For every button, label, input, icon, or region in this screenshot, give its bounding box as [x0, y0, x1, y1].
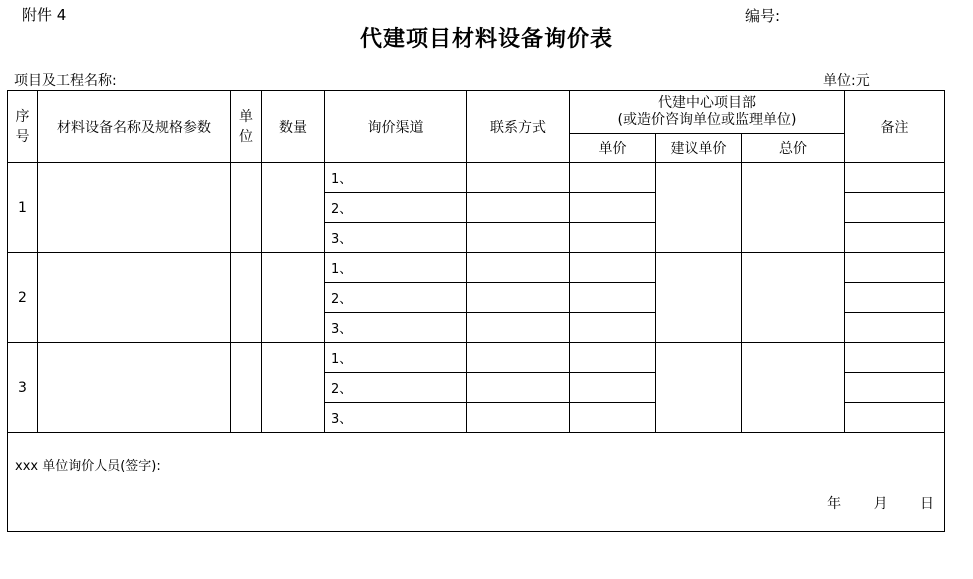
contact-cell[interactable]	[467, 163, 570, 193]
date-line	[799, 493, 934, 513]
signature-label: xxx 单位询价人员(签字):	[15, 459, 161, 474]
unit-price-cell[interactable]	[570, 253, 656, 283]
total-cell[interactable]	[742, 163, 845, 253]
remark-cell[interactable]	[845, 253, 945, 283]
unit-price-cell[interactable]	[570, 373, 656, 403]
header-suggested-price: 建议单价	[656, 134, 742, 163]
remark-cell[interactable]	[845, 163, 945, 193]
remark-cell[interactable]	[845, 343, 945, 373]
row-seq: 3	[8, 343, 38, 433]
header-remark: 备注	[845, 91, 945, 163]
header-channel: 询价渠道	[325, 91, 467, 163]
qty-cell[interactable]	[262, 253, 325, 343]
serial-number-label: 编号:	[745, 7, 781, 25]
signature-section[interactable]	[8, 433, 945, 532]
name-cell[interactable]	[38, 163, 231, 253]
header-qty: 数量	[262, 91, 325, 163]
unit-price-cell[interactable]	[570, 403, 656, 433]
contact-cell[interactable]	[467, 223, 570, 253]
channel-cell[interactable]: 2、	[325, 373, 467, 403]
header-unit: 单位	[231, 91, 262, 163]
contact-cell[interactable]	[467, 403, 570, 433]
row-seq: 1	[8, 163, 38, 253]
unit-price-cell[interactable]	[570, 343, 656, 373]
remark-cell[interactable]	[845, 313, 945, 343]
remark-cell[interactable]	[845, 193, 945, 223]
unit-cell[interactable]	[231, 253, 262, 343]
channel-cell[interactable]: 1、	[325, 253, 467, 283]
header-group	[570, 91, 845, 134]
attachment-label: 附件 4	[22, 6, 67, 24]
project-name-label: 项目及工程名称:	[14, 73, 117, 89]
name-cell[interactable]	[38, 343, 231, 433]
qty-cell[interactable]	[262, 163, 325, 253]
header-group-title: 代建中心项目部	[658, 95, 757, 111]
unit-price-cell[interactable]	[570, 163, 656, 193]
day-label: 日	[920, 496, 935, 512]
remark-cell[interactable]	[845, 403, 945, 433]
contact-cell[interactable]	[467, 373, 570, 403]
unit-cell[interactable]	[231, 343, 262, 433]
currency-unit-label: 单位:元	[823, 73, 870, 89]
remark-cell[interactable]	[845, 283, 945, 313]
channel-cell[interactable]: 2、	[325, 193, 467, 223]
header-name: 材料设备名称及规格参数	[38, 91, 231, 163]
remark-cell[interactable]	[845, 373, 945, 403]
total-cell[interactable]	[742, 253, 845, 343]
unit-price-cell[interactable]	[570, 313, 656, 343]
contact-cell[interactable]	[467, 343, 570, 373]
unit-cell[interactable]	[231, 163, 262, 253]
month-label: 月	[873, 496, 888, 512]
contact-cell[interactable]	[467, 283, 570, 313]
inquiry-table	[7, 90, 945, 532]
channel-cell[interactable]: 1、	[325, 163, 467, 193]
unit-price-cell[interactable]	[570, 193, 656, 223]
header-unit-price: 单价	[570, 134, 656, 163]
page-title: 代建项目材料设备询价表	[359, 26, 613, 52]
channel-cell[interactable]: 2、	[325, 283, 467, 313]
header-contact: 联系方式	[467, 91, 570, 163]
header-group-subtitle: (或造价咨询单位或监理单位)	[617, 112, 797, 128]
row-seq: 2	[8, 253, 38, 343]
channel-cell[interactable]: 3、	[325, 223, 467, 253]
suggested-price-cell[interactable]	[656, 163, 742, 253]
header-seq: 序号	[8, 91, 38, 163]
suggested-price-cell[interactable]	[656, 253, 742, 343]
channel-cell[interactable]: 3、	[325, 313, 467, 343]
contact-cell[interactable]	[467, 313, 570, 343]
year-label: 年	[827, 496, 842, 512]
qty-cell[interactable]	[262, 343, 325, 433]
channel-cell[interactable]: 3、	[325, 403, 467, 433]
channel-cell[interactable]: 1、	[325, 343, 467, 373]
contact-cell[interactable]	[467, 193, 570, 223]
contact-cell[interactable]	[467, 253, 570, 283]
name-cell[interactable]	[38, 253, 231, 343]
unit-price-cell[interactable]	[570, 283, 656, 313]
unit-price-cell[interactable]	[570, 223, 656, 253]
remark-cell[interactable]	[845, 223, 945, 253]
suggested-price-cell[interactable]	[656, 343, 742, 433]
header-total: 总价	[742, 134, 845, 163]
total-cell[interactable]	[742, 343, 845, 433]
